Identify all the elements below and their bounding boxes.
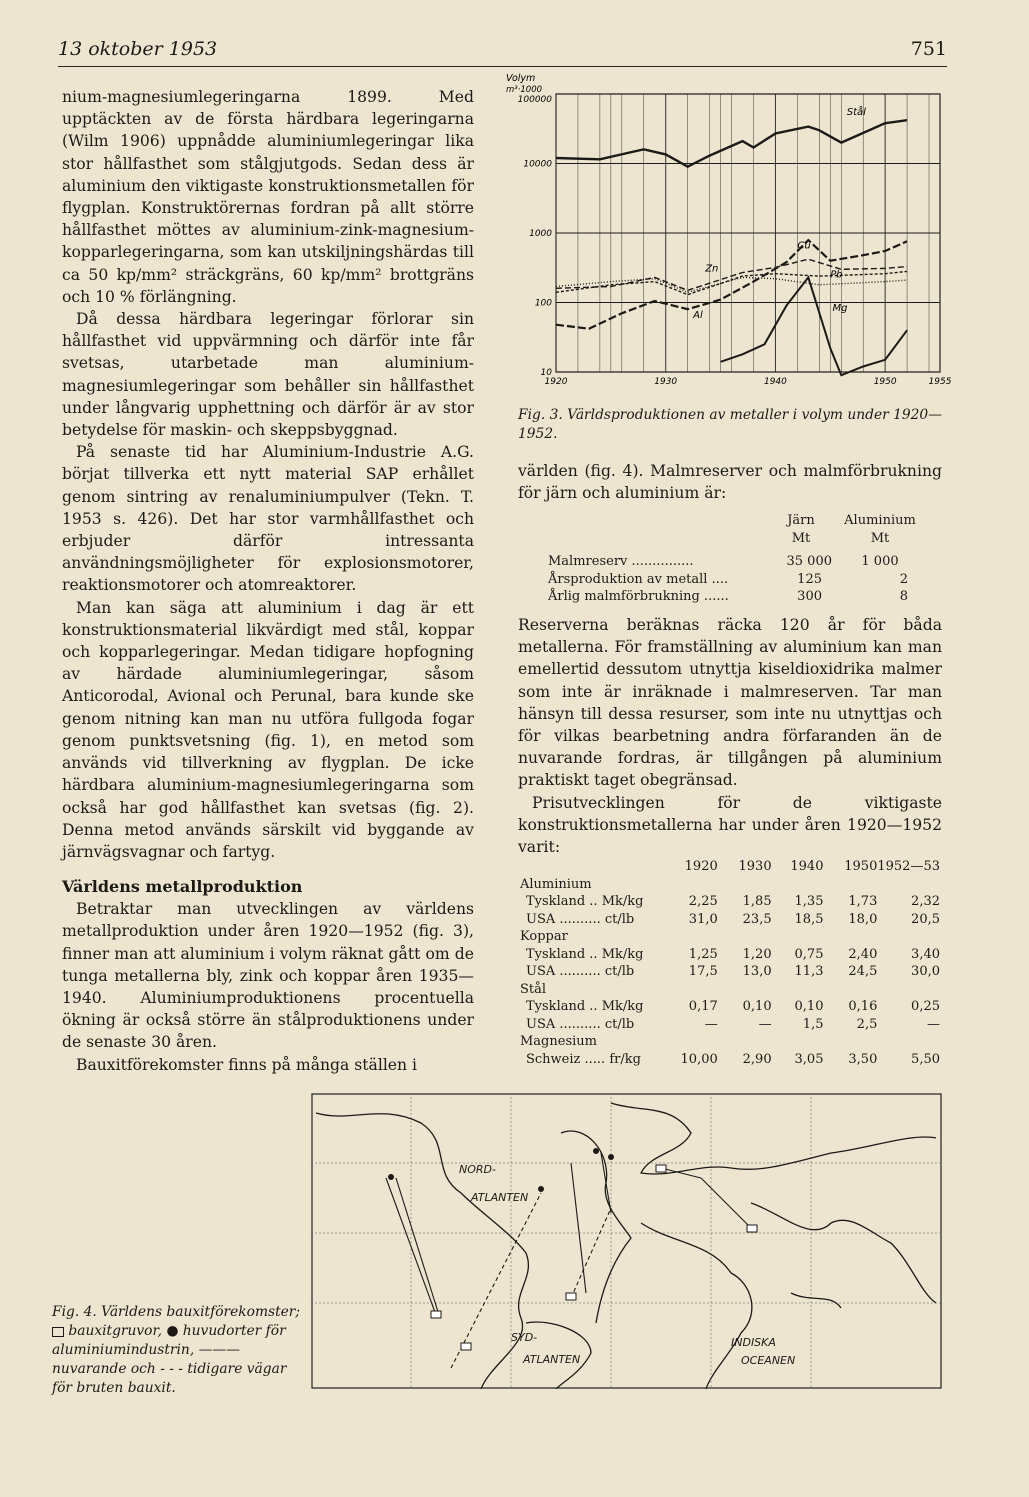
table-row xyxy=(520,911,940,929)
row-label: Schweiz ..... fr/kg xyxy=(526,1051,641,1067)
metal-name: Koppar xyxy=(520,929,568,944)
caption-text: huvudorter för aluminiumindustrin, xyxy=(52,1323,286,1358)
table-group-header xyxy=(520,928,940,946)
square-icon xyxy=(52,1327,64,1337)
col-unit: Mt xyxy=(791,530,811,546)
map-label: OCEANEN xyxy=(741,1354,796,1367)
caption-text: bauxitgruvor, xyxy=(68,1323,162,1339)
issue-date: 13 oktober 1953 xyxy=(58,38,218,60)
paragraph: Prisutvecklingen för de viktigaste konstruktionsmetallerna har under åren 1920—1952 varit: xyxy=(518,793,942,857)
series-label: Stål xyxy=(846,106,866,118)
y-tick-label: 10000 xyxy=(523,159,552,170)
figure-4-caption xyxy=(52,1303,304,1398)
left-column xyxy=(62,86,474,1076)
y-tick-label: 10 xyxy=(540,368,552,378)
col-unit: Mt xyxy=(870,530,890,546)
page-header xyxy=(58,34,947,67)
cell: 23,5 xyxy=(742,911,772,927)
right-column-middle xyxy=(518,614,942,858)
cell: 24,5 xyxy=(848,964,878,979)
x-tick-label: 1950 xyxy=(873,377,897,387)
caption-text: nuvarande och xyxy=(52,1361,156,1377)
cell: 0,75 xyxy=(794,946,824,962)
paragraph: Reserverna beräknas räcka 120 år för båda metallerna. För framställning av aluminium kan man emellertid dessutom utnyttja kiseldioxidrika malmer som inte är inräknade i malmreserven. Tar man hänsyn till dessa resurser, som inte nu utnyttjas och för vilkas bearbetning andra förfaranden än de nuvarande fordras, är tillgången på aluminium praktiskt taget obegränsad. xyxy=(518,616,942,790)
row-label: USA .......... ct/lb xyxy=(526,911,635,927)
y-tick-label: 100 xyxy=(534,298,552,309)
row-label: Malmreserv ............... xyxy=(548,554,694,569)
cell: 0,10 xyxy=(742,999,772,1014)
map-label: ATLANTEN xyxy=(523,1353,581,1366)
cell: 0,17 xyxy=(688,999,718,1014)
dot-icon: ● xyxy=(166,1323,179,1339)
cell: 8 xyxy=(899,589,908,604)
table-group-header xyxy=(520,981,940,999)
cell: 2,32 xyxy=(911,894,940,909)
page-number: 751 xyxy=(910,38,947,60)
dashed-line-icon: - - - xyxy=(160,1361,183,1377)
cell: 2,90 xyxy=(742,1051,772,1067)
row-label: Tyskland .. Mk/kg xyxy=(526,894,644,909)
row-label: Tyskland .. Mk/kg xyxy=(526,946,644,962)
paragraph: Man kan säga att aluminium i dag är ett konstruktionsmaterial likvärdigt med stål, koppar och kopparlegeringar. Medan tidigare hopfogning av härdade aluminiumlegeringar, såsom Anticorodal, Avional och Perunal, bara kunde ske genom nitning kan man nu utföra fullgoda fogar genom punktsvetsning (fig. 1), en metod som används vid tillverkning av flygplan. De icke härdbara aluminium-magnesiumlegeringarna som också har god hållfasthet kan svetsas (fig. 2). Denna metod används särskilt vid byggande av järnvägsvagnar och fartyg. xyxy=(62,598,474,861)
row-label: Årsproduktion av metall .... xyxy=(548,571,729,587)
series-line-mg xyxy=(721,277,908,375)
cell: 1,20 xyxy=(742,946,772,962)
table-row xyxy=(520,1051,940,1069)
series-label: Al xyxy=(693,309,703,321)
metal-name: Magnesium xyxy=(520,1034,597,1049)
right-column-top xyxy=(518,460,942,504)
cell: 18,0 xyxy=(848,911,878,927)
row-label: Årlig malmförbrukning ...... xyxy=(548,589,729,604)
paragraph: världen (fig. 4). Malmreserver och malmförbrukning för järn och aluminium är: xyxy=(518,462,942,503)
cell: 30,0 xyxy=(911,964,940,979)
paragraph: Bauxitförekomster finns på många ställen i xyxy=(76,1055,418,1074)
cell: 2,25 xyxy=(688,894,718,909)
cell: 20,5 xyxy=(911,911,940,927)
y-axis-title: Volym xyxy=(506,73,536,84)
cell: 2,40 xyxy=(848,946,878,962)
table-row xyxy=(520,946,940,964)
y-tick-label: 100000 xyxy=(517,95,552,105)
table-row xyxy=(520,963,940,981)
cell: 13,0 xyxy=(742,964,772,979)
cell: 0,25 xyxy=(911,999,940,1014)
cell: — xyxy=(758,1016,772,1032)
cell: 31,0 xyxy=(688,911,718,927)
x-tick-label: 1930 xyxy=(654,377,678,387)
table-row xyxy=(548,571,928,589)
cell: 1,5 xyxy=(802,1016,824,1032)
series-label: Pb xyxy=(830,269,843,281)
year-header: 1930 xyxy=(738,859,772,874)
table-row xyxy=(548,553,928,571)
cell: — xyxy=(704,1016,718,1032)
year-header: 1952—53 xyxy=(877,859,940,874)
col-header: Aluminium xyxy=(844,513,916,528)
paragraph: Betraktar man utvecklingen av världens metallproduktion under åren 1920—1952 (fig. 3), finner man att aluminium i volym räknat gått om de tunga metallerna bly, zink och koppar åren 1935—1940. Aluminiumproduktionens procentuella ökning är också större än stålproduktionens under de senaste 30 åren. xyxy=(62,900,474,1052)
paragraph: nium-magnesiumlegeringarna 1899. Med upptäckten av de första härdbara legeringarna (Wilm 1906) uppnådde aluminiumlegeringar lika stor hållfasthet som stålgjutgods. Sedan dess är aluminium den viktigaste konstruktionsmetallen för flygplan. Konstruktörernas fordran på allt större hållfasthet möttes av aluminium-zink-magnesium-kopparlegeringarna, som kan utskiljningshärdas till ca 50 kp/mm² sträckgräns, 60 kp/mm² brottgräns och 10 % förlängning. xyxy=(62,88,474,306)
table-row xyxy=(548,588,928,606)
map-label: SYD- xyxy=(511,1331,538,1344)
metal-name: Stål xyxy=(520,981,547,997)
solid-line-icon: ——— xyxy=(198,1342,240,1358)
row-label: USA .......... ct/lb xyxy=(526,964,635,979)
price-table xyxy=(520,858,940,1068)
map-label: INDISKA xyxy=(731,1336,776,1349)
cell: 1,73 xyxy=(848,894,878,909)
year-header: 1950 xyxy=(844,859,878,874)
year-header: 1940 xyxy=(790,859,824,874)
cell: 2 xyxy=(899,571,908,587)
row-label: Tyskland .. Mk/kg xyxy=(526,999,644,1014)
section-heading: Världens metallproduktion xyxy=(62,877,303,897)
paragraph: På senaste tid har Aluminium-Industrie A.G. börjat tillverka ett nytt material SAP erhållet genom sintring av renaluminiumpulver (Tekn. T. 1953 s. 426). Det har stor varmhållfasthet och erbjuder därför intressanta användningsmöjligheter för explosionsmotorer, reaktionsmotorer och atomreaktorer. xyxy=(62,443,474,595)
map-label: NORD- xyxy=(459,1163,496,1176)
year-header: 1920 xyxy=(684,859,718,874)
y-tick-label: 1000 xyxy=(529,229,552,239)
production-chart xyxy=(504,72,956,402)
series-label: Cu xyxy=(797,240,811,252)
table-group-header xyxy=(520,876,940,894)
x-tick-label: 1955 xyxy=(928,377,952,387)
x-tick-label: 1920 xyxy=(544,377,568,387)
cell: 3,50 xyxy=(848,1051,878,1067)
cell: 1,25 xyxy=(688,946,718,962)
table-row xyxy=(520,893,940,911)
cell: 1,85 xyxy=(742,894,772,909)
cell: 11,3 xyxy=(794,964,824,979)
cell: 3,40 xyxy=(911,946,940,962)
col-header: Järn xyxy=(787,513,815,528)
cell: 3,05 xyxy=(794,1051,824,1067)
map-label: ATLANTEN xyxy=(471,1191,529,1204)
cell: 35 000 xyxy=(786,554,832,569)
figure-3-caption: Fig. 3. Världsproduktionen av metaller i volym under 1920—1952. xyxy=(518,407,943,442)
table-row xyxy=(520,998,940,1016)
series-label: Zn xyxy=(705,263,719,275)
y-axis-unit: m³·1000 xyxy=(506,85,543,95)
caption-text: Fig. 4. Världens bauxitförekomster; xyxy=(52,1304,301,1320)
cell: 1,35 xyxy=(794,894,824,909)
cell: 300 xyxy=(797,589,822,604)
cell: 18,5 xyxy=(794,911,824,927)
bauxite-map xyxy=(311,1093,942,1389)
paragraph: Då dessa härdbara legeringar förlorar sin hållfasthet vid uppvärmning och därför inte får svetsas, utarbetade man aluminium-magnesiumlegeringar som behåller sin hållfasthet under långvarig upphettning och därför är av stor betydelse för maskin- och skeppsbyggnad. xyxy=(62,310,474,440)
x-tick-label: 1940 xyxy=(763,377,787,387)
cell: 5,50 xyxy=(911,1051,940,1067)
cell: 1 000 xyxy=(861,554,899,569)
ore-table xyxy=(548,512,928,606)
row-label: USA .......... ct/lb xyxy=(526,1016,635,1032)
cell: 0,16 xyxy=(848,999,878,1014)
cell: 17,5 xyxy=(688,964,718,979)
caption-text: tidigare vägar för bruten bauxit. xyxy=(52,1361,287,1396)
table-group-header xyxy=(520,1033,940,1051)
metal-name: Aluminium xyxy=(520,876,592,892)
cell: 125 xyxy=(797,571,822,587)
cell: 0,10 xyxy=(794,999,824,1014)
cell: 2,5 xyxy=(856,1016,878,1032)
cell: — xyxy=(927,1016,940,1032)
cell: 10,00 xyxy=(680,1051,718,1067)
table-row xyxy=(520,1016,940,1034)
series-label: Mg xyxy=(832,303,848,315)
